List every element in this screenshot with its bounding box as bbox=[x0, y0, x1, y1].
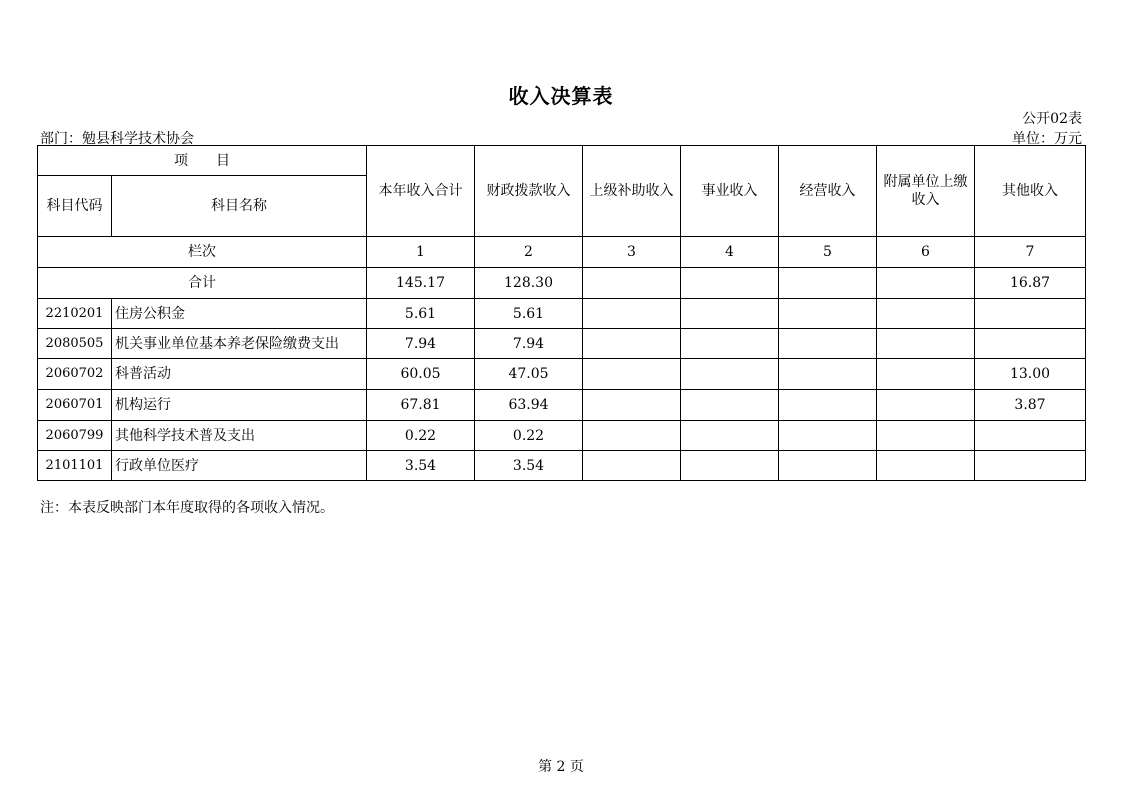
value-cell: 5.61 bbox=[367, 299, 475, 329]
item-header: 项 目 bbox=[38, 146, 367, 176]
subject-code-cell: 2060799 bbox=[38, 421, 112, 451]
value-cell bbox=[975, 421, 1086, 451]
value-cell bbox=[681, 359, 779, 390]
report-title: 收入决算表 bbox=[508, 84, 614, 108]
column-index-cell: 7 bbox=[975, 237, 1086, 268]
value-cell bbox=[779, 359, 877, 390]
subject-code-cell: 2210201 bbox=[38, 299, 112, 329]
value-cell bbox=[779, 421, 877, 451]
column-header: 财政拨款收入 bbox=[475, 146, 583, 237]
table-row bbox=[38, 421, 1086, 451]
header-row-1 bbox=[38, 146, 1086, 176]
value-cell: 67.81 bbox=[367, 390, 475, 421]
column-index-cell: 2 bbox=[475, 237, 583, 268]
value-cell bbox=[583, 359, 681, 390]
subject-name-header: 科目名称 bbox=[112, 176, 367, 237]
value-cell: 0.22 bbox=[475, 421, 583, 451]
column-header: 附属单位上缴收入 bbox=[877, 146, 975, 237]
value-cell bbox=[681, 451, 779, 481]
total-cell: 128.30 bbox=[475, 268, 583, 299]
total-cell: 16.87 bbox=[975, 268, 1086, 299]
subject-code-header: 科目代码 bbox=[38, 176, 112, 237]
value-cell bbox=[779, 329, 877, 359]
subject-code-cell: 2101101 bbox=[38, 451, 112, 481]
column-header: 其他收入 bbox=[975, 146, 1086, 237]
value-cell bbox=[583, 451, 681, 481]
column-index-cell: 1 bbox=[367, 237, 475, 268]
column-header: 上级补助收入 bbox=[583, 146, 681, 237]
total-row bbox=[38, 268, 1086, 299]
value-cell: 60.05 bbox=[367, 359, 475, 390]
total-cell bbox=[779, 268, 877, 299]
value-cell: 47.05 bbox=[475, 359, 583, 390]
total-cell bbox=[877, 268, 975, 299]
value-cell bbox=[583, 421, 681, 451]
value-cell bbox=[583, 390, 681, 421]
value-cell: 3.54 bbox=[367, 451, 475, 481]
income-table bbox=[37, 145, 1086, 481]
value-cell: 13.00 bbox=[975, 359, 1086, 390]
value-cell bbox=[681, 299, 779, 329]
value-cell: 7.94 bbox=[367, 329, 475, 359]
value-cell bbox=[877, 359, 975, 390]
table-row bbox=[38, 329, 1086, 359]
table-row bbox=[38, 359, 1086, 390]
table-body bbox=[38, 146, 1086, 481]
table-row bbox=[38, 390, 1086, 421]
total-cell bbox=[681, 268, 779, 299]
subject-name-cell: 其他科学技术普及支出 bbox=[112, 421, 367, 451]
value-cell bbox=[779, 299, 877, 329]
column-index-row bbox=[38, 237, 1086, 268]
subject-code-cell: 2060701 bbox=[38, 390, 112, 421]
value-cell: 63.94 bbox=[475, 390, 583, 421]
subject-code-cell: 2080505 bbox=[38, 329, 112, 359]
value-cell bbox=[975, 451, 1086, 481]
value-cell bbox=[877, 299, 975, 329]
column-index-cell: 5 bbox=[779, 237, 877, 268]
column-header: 本年收入合计 bbox=[367, 146, 475, 237]
value-cell bbox=[779, 390, 877, 421]
column-index-cell: 3 bbox=[583, 237, 681, 268]
subject-name-cell: 科普活动 bbox=[112, 359, 367, 390]
table-row bbox=[38, 299, 1086, 329]
department-label: 部门：勉县科学技术协会 bbox=[40, 131, 194, 147]
value-cell bbox=[975, 299, 1086, 329]
form-code: 公开02表 bbox=[1022, 111, 1082, 127]
value-cell bbox=[583, 299, 681, 329]
value-cell bbox=[681, 390, 779, 421]
value-cell bbox=[877, 329, 975, 359]
value-cell bbox=[583, 329, 681, 359]
total-label: 合计 bbox=[38, 268, 367, 299]
value-cell bbox=[681, 421, 779, 451]
value-cell: 3.87 bbox=[975, 390, 1086, 421]
total-cell: 145.17 bbox=[367, 268, 475, 299]
value-cell: 3.54 bbox=[475, 451, 583, 481]
column-index-cell: 6 bbox=[877, 237, 975, 268]
column-header: 经营收入 bbox=[779, 146, 877, 237]
table-row bbox=[38, 451, 1086, 481]
value-cell bbox=[779, 451, 877, 481]
total-cell bbox=[583, 268, 681, 299]
subject-code-cell: 2060702 bbox=[38, 359, 112, 390]
value-cell bbox=[877, 390, 975, 421]
unit-label: 单位：万元 bbox=[1012, 131, 1082, 147]
subject-name-cell: 机关事业单位基本养老保险缴费支出 bbox=[112, 329, 367, 359]
subject-name-cell: 机构运行 bbox=[112, 390, 367, 421]
column-index-label: 栏次 bbox=[38, 237, 367, 268]
subject-name-cell: 行政单位医疗 bbox=[112, 451, 367, 481]
table-note: 注：本表反映部门本年度取得的各项收入情况。 bbox=[40, 500, 334, 516]
value-cell bbox=[975, 329, 1086, 359]
value-cell bbox=[877, 451, 975, 481]
subject-name-cell: 住房公积金 bbox=[112, 299, 367, 329]
value-cell bbox=[877, 421, 975, 451]
value-cell: 5.61 bbox=[475, 299, 583, 329]
page-number: 第 2 页 bbox=[538, 759, 584, 775]
column-header: 事业收入 bbox=[681, 146, 779, 237]
value-cell: 7.94 bbox=[475, 329, 583, 359]
value-cell bbox=[681, 329, 779, 359]
value-cell: 0.22 bbox=[367, 421, 475, 451]
column-index-cell: 4 bbox=[681, 237, 779, 268]
